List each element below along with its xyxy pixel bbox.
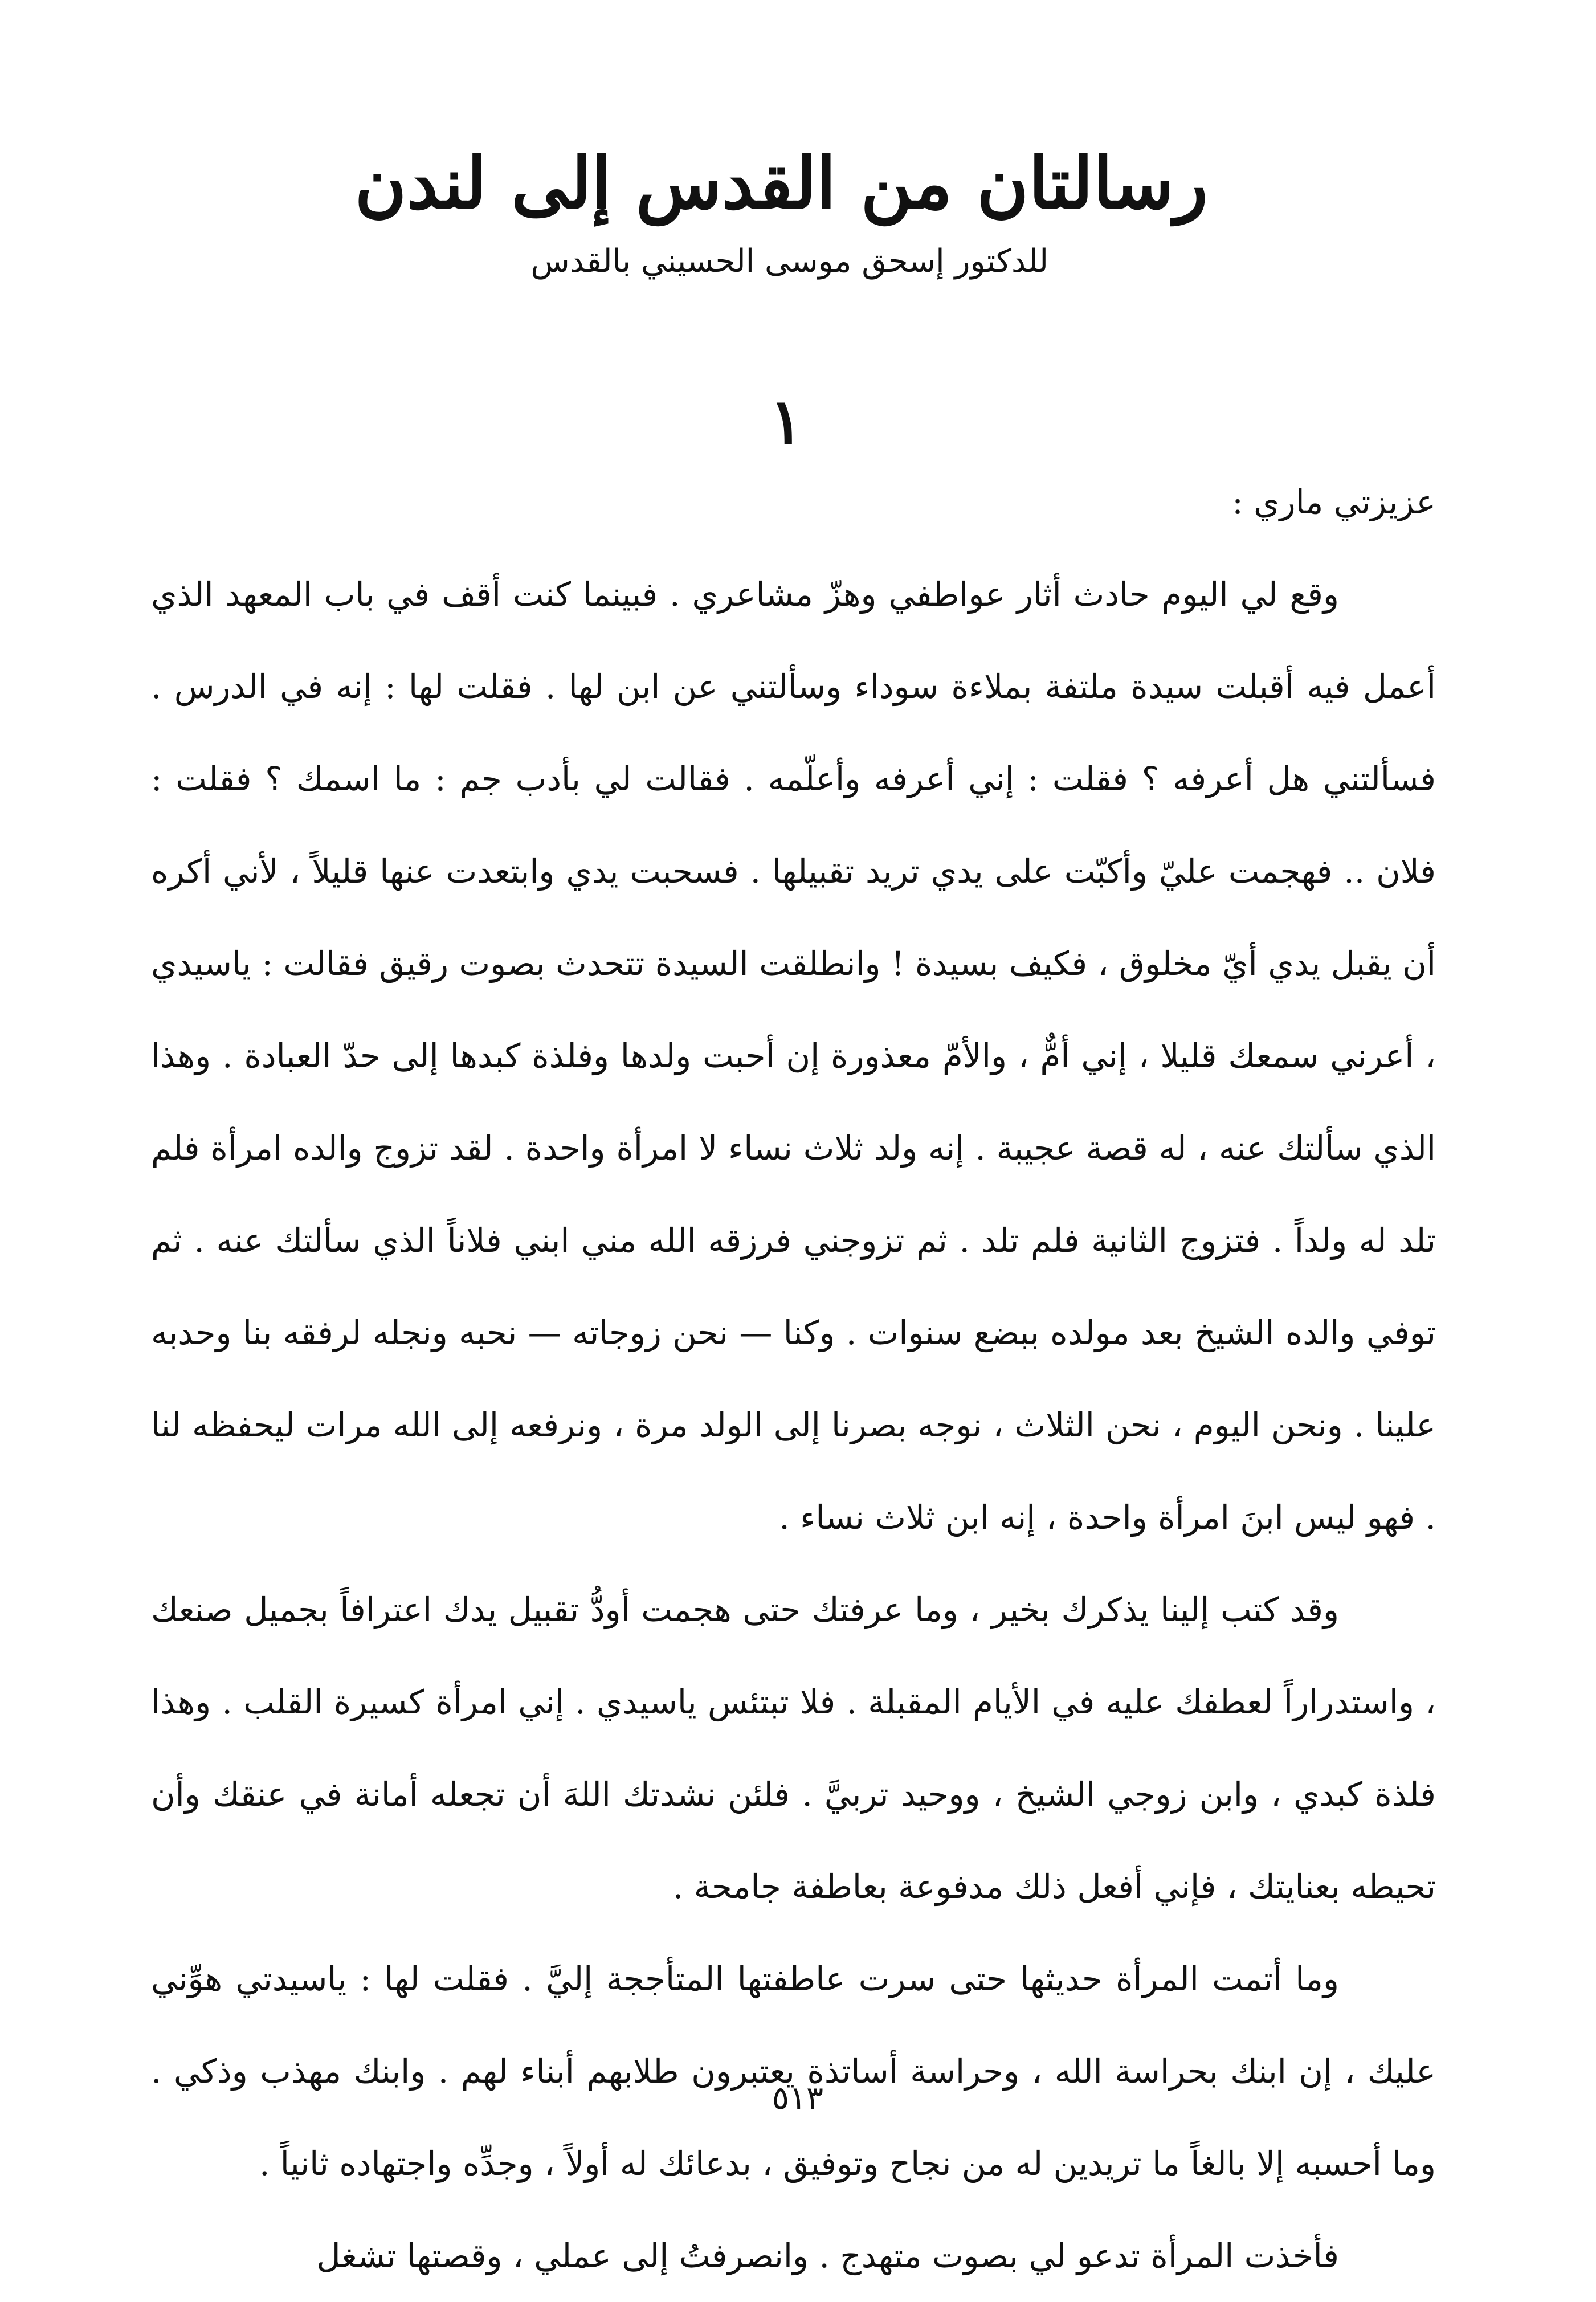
paragraph-2: وقد كتب إلينا يذكرك بخير ، وما عرفتك حتى هجمت أودُّ تقبيل يدك اعترافاً بجميل صنعك ، واستدراراً لعطفك عليه في الأيام المقبلة . فلا تبتئس ياسيدي . إني امرأة كسيرة القلب . وهذا فلذة كبدي ، وابن زوجي الشيخ ، ووحيد تربيَّ . فلئن نشدتك اللهَ أن تجعله أمانة في عنقك وأن تحيطه بعنايتك ، فإني أفعل ذلك مدفوعة بعاطفة جامحة .	[151, 1590, 1436, 1906]
page-title: رسالتان من القدس إلى لندن	[354, 142, 1208, 225]
paragraph-3: وما أتمت المرأة حديثها حتى سرت عاطفتها المتأججة إليَّ . فقلت لها : ياسيدتي هوِّني عليك ، إن ابنك بحراسة الله ، وحراسة أساتذة يعتبرون طلابهم أبناء لهم . وابنك مهذب وذكي . وما أحسبه إلا بالغاً ما تريدين له من نجاح وتوفيق ، بدعائك له أولاً ، وجدِّه واجتهاده ثانياً .	[151, 1960, 1436, 2183]
paragraph-1: وقع لي اليوم حادث أثار عواطفي وهزّ مشاعري . فبينما كنت أقف في باب المعهد الذي أعمل فيه أقبلت سيدة ملتفة بملاءة سوداء وسألتني عن ابن لها . فقلت لها : إنه في الدرس . فسألتني هل أعرفه ؟ فقلت : إني أعرفه وأعلّمه . فقالت لي بأدب جم : ما اسمك ؟ فقلت : فلان .. فهجمت عليّ وأكبّت على يدي تريد تقبيلها . فسحبت يدي وابتعدت عنها قليلاً ، لأني أكره أن يقبل يدي أيّ مخلوق ، فكيف بسيدة ! وانطلقت السيدة تتحدث بصوت رقيق فقالت : ياسيدي ، أعرني سمعك قليلا ، إني أمٌّ ، والأمّ معذورة إن أحبت ولدها وفلذة كبدها إلى حدّ العبادة . وهذا الذي سألتك عنه ، له قصة عجيبة . إنه ولد ثلاث نساء لا امرأة واحدة . لقد تزوج والده امرأة فلم تلد له ولداً . فتزوج الثانية فلم تلد . ثم تزوجني فرزقه الله مني ابني فلاناً الذي سألتك عنه . ثم توفي والده الشيخ بعد مولده ببضع سنوات . وكنا — نحن زوجاته — نحبه ونجله لرفقه بنا وحدبه علينا . ونحن اليوم ، نحن الثلاث ، نوجه بصرنا إلى الولد مرة ، ونرفعه إلى الله مرات ليحفظه لنا . فهو ليس ابنَ امرأة واحدة ، إنه ابن ثلاث نساء .	[151, 575, 1436, 1537]
page-number: ٥١٣	[772, 2080, 824, 2117]
paragraph-4: فأخذت المرأة تدعو لي بصوت متهدج . وانصرفتُ إلى عملي ، وقصتها تشغل	[316, 2236, 1339, 2275]
letter-body	[151, 456, 1436, 2302]
author-byline: للدكتور إسحق موسى الحسيني بالقدس	[530, 243, 1048, 280]
letter-salutation: عزيزتي ماري :	[1232, 483, 1436, 521]
section-number: ١	[769, 385, 803, 458]
